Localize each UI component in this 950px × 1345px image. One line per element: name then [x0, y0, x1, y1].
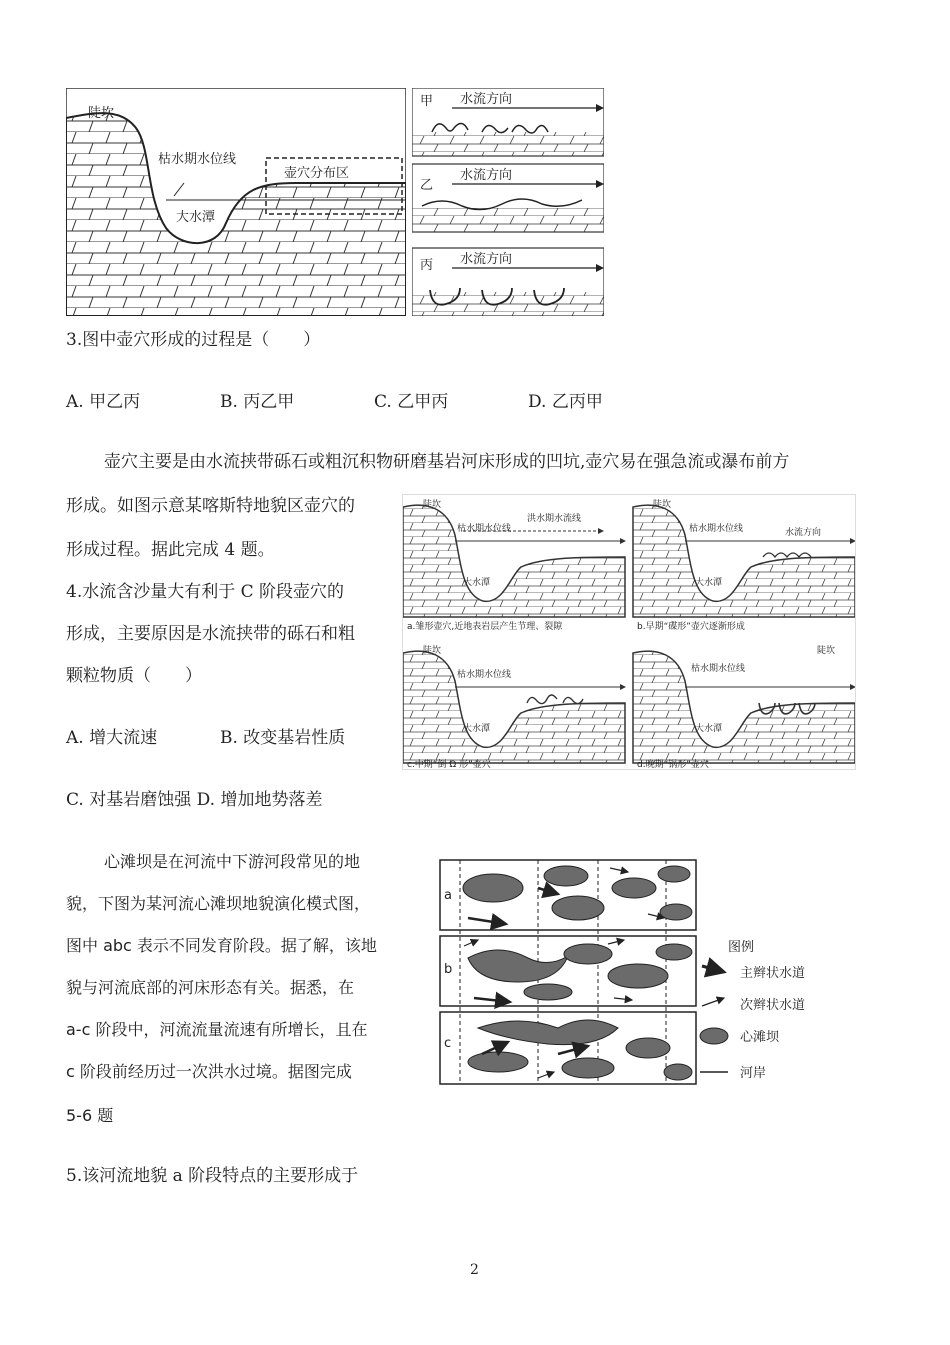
question-4-stem-line-1: 4.水流含沙量大有利于 C 阶段壶穴的 [66, 582, 345, 602]
fig2d-level: 枯水期水位线 [691, 664, 746, 674]
page-number: 2 [470, 1262, 479, 1278]
fig2c-pool: 大水潭 [463, 724, 491, 734]
question-3-option-d: D. 乙丙甲 [528, 392, 603, 412]
label-pothole-zone: 壶穴分布区 [284, 166, 350, 181]
stage-label-b: b [444, 962, 453, 977]
intro-4-line-1: 壶穴主要是由水流挟带砾石或粗沉积物研磨基岩河床形成的凹坑,壶穴易在强急流或瀑布前方 [104, 452, 790, 472]
fig2c-cliff: 陡坎 [423, 646, 442, 656]
question-5-stem: 5.该河流地貌 a 阶段特点的主要形成于 [66, 1166, 359, 1186]
intro-4-line-3: 形成过程。据此完成 4 题。 [66, 540, 275, 560]
figure-karst-pothole-process [402, 494, 856, 770]
fig2a-level: 枯水期水位线 [457, 524, 512, 534]
fig2a-cliff: 陡坎 [423, 500, 442, 510]
question-3-option-a: A. 甲乙丙 [66, 392, 141, 412]
fig2b-pool: 大水潭 [695, 578, 723, 588]
fig2c-level: 枯水期水位线 [457, 670, 512, 680]
legend-main-channel: 主辫状水道 [740, 966, 806, 981]
fig2a-flood: 洪水期水流线 [527, 514, 582, 524]
stage-label-c: c [444, 1036, 452, 1051]
question-3-option-c: C. 乙甲丙 [374, 392, 449, 412]
legend-secondary-channel: 次辫状水道 [740, 998, 806, 1013]
fig2d-pool: 大水潭 [695, 724, 723, 734]
fig2a-caption: a.雏形壶穴,近地表岩层产生节理、裂隙 [407, 622, 563, 632]
question-4-option-b: B. 改变基岩性质 [220, 728, 346, 748]
intro-56-line-3: 图中 abc 表示不同发育阶段。据了解，该地 [66, 936, 377, 955]
question-4-stem-line-2: 形成，主要原因是水流挟带的砾石和粗 [66, 624, 355, 644]
panel-tag-bing: 丙 [420, 258, 434, 273]
fig2d-cliff: 陡坎 [817, 646, 836, 656]
intro-56-line-7: 5-6 题 [66, 1106, 114, 1125]
panel-tag-jia: 甲 [420, 94, 434, 109]
question-4-option-c-d: C. 对基岩磨蚀强 D. 增加地势落差 [66, 790, 323, 810]
legend-river-bank: 河岸 [740, 1066, 767, 1081]
figure-pothole-profile [66, 88, 406, 316]
intro-56-line-2: 貌，下图为某河流心滩坝地貌演化模式图， [66, 894, 371, 913]
fig2b-cliff: 陡坎 [653, 500, 672, 510]
question-4-stem-line-3: 颗粒物质（ ） [66, 666, 202, 686]
figure-pothole-stages-jiayibing [412, 88, 604, 316]
intro-4-line-2: 形成。如图示意某喀斯特地貌区壶穴的 [66, 496, 355, 516]
figure-braided-river-bars [438, 858, 840, 1088]
intro-56-line-4: 貌与河流底部的河床形态有关。据悉，在 [66, 978, 355, 997]
fig2b-caption: b.早期“碟形”壶穴逐渐形成 [637, 622, 745, 632]
question-4-option-a: A. 增大流速 [66, 728, 158, 748]
panel-flow-label-yi: 水流方向 [460, 168, 513, 183]
question-3-stem: 3.图中壶穴形成的过程是（ ） [66, 330, 321, 350]
fig2b-level: 枯水期水位线 [689, 524, 744, 534]
intro-56-line-6: c 阶段前经历过一次洪水过境。据图完成 [66, 1062, 352, 1081]
fig2d-caption: d.晚期“锅形”壶穴 [637, 760, 709, 770]
legend-title: 图例 [728, 940, 755, 955]
fig2c-caption: c.中期“倒 Ω 形”壶穴 [407, 760, 491, 770]
fig2b-flow: 水流方向 [785, 528, 822, 538]
panel-tag-yi: 乙 [420, 178, 434, 193]
legend-mid-channel-bar: 心滩坝 [740, 1030, 780, 1045]
stage-label-a: a [444, 888, 452, 903]
question-3-option-b: B. 丙乙甲 [220, 392, 295, 412]
panel-flow-label-jia: 水流方向 [460, 92, 513, 107]
label-dry-level: 枯水期水位线 [158, 152, 237, 167]
panel-flow-label-bing: 水流方向 [460, 252, 513, 267]
intro-56-line-1: 心滩坝是在河流中下游河段常见的地 [104, 852, 361, 871]
fig2a-pool: 大水潭 [463, 578, 491, 588]
label-cliff: 陡坎 [88, 106, 115, 121]
label-pool: 大水潭 [176, 210, 216, 225]
intro-56-line-5: a-c 阶段中，河流流量流速有所增长，且在 [66, 1020, 368, 1039]
